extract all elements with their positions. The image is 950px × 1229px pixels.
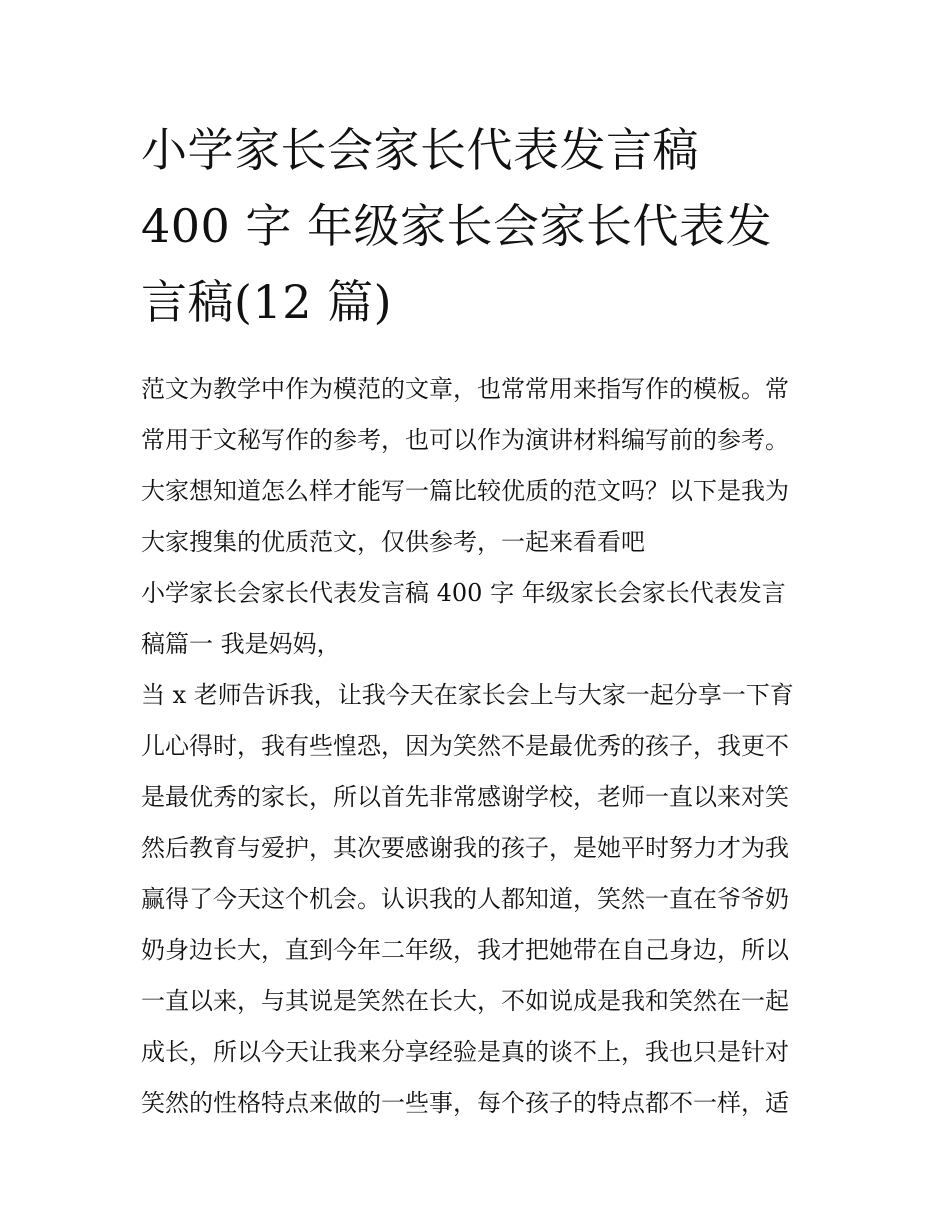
title-line-1: 小学家长会家长代表发言稿 (141, 123, 699, 177)
title-line-2: 400 字 年级家长会家长代表发 (141, 199, 773, 253)
body-line: 范文为教学中作为模范的文章，也常常用来指写作的模板。常 (141, 375, 789, 403)
body-line: 常用于文秘写作的参考，也可以作为演讲材料编写前的参考。 (141, 426, 789, 454)
document-page (141, 112, 813, 1129)
body-line: 一直以来，与其说是笑然在长大，不如说成是我和笑然在一起 (141, 987, 789, 1015)
document-title (141, 112, 813, 340)
body-line: 大家想知道怎么样才能写一篇比较优质的范文吗？以下是我为 (141, 477, 789, 505)
body-line: 大家搜集的优质范文，仅供参考，一起来看看吧 (141, 528, 645, 556)
body-line: 当 x 老师告诉我，让我今天在家长会上与大家一起分享一下育 (141, 681, 794, 709)
body-line: 儿心得时，我有些惶恐，因为笑然不是最优秀的孩子，我更不 (141, 732, 789, 760)
title-line-3: 言稿(12 篇) (141, 275, 393, 329)
body-line: 奶身边长大，直到今年二年级，我才把她带在自己身边，所以 (141, 936, 789, 964)
body-line: 稿篇一 我是妈妈， (141, 630, 341, 658)
body-line: 成长，所以今天让我来分享经验是真的谈不上，我也只是针对 (141, 1038, 789, 1066)
body-line: 笑然的性格特点来做的一些事，每个孩子的特点都不一样，适 (141, 1089, 789, 1117)
body-line: 然后教育与爱护，其次要感谢我的孩子，是她平时努力才为我 (141, 834, 789, 862)
body-line: 是最优秀的家长，所以首先非常感谢学校，老师一直以来对笑 (141, 783, 789, 811)
document-body (141, 364, 813, 1129)
body-line: 小学家长会家长代表发言稿 400 字 年级家长会家长代表发言 (141, 579, 786, 607)
body-line: 赢得了今天这个机会。认识我的人都知道，笑然一直在爷爷奶 (141, 885, 789, 913)
